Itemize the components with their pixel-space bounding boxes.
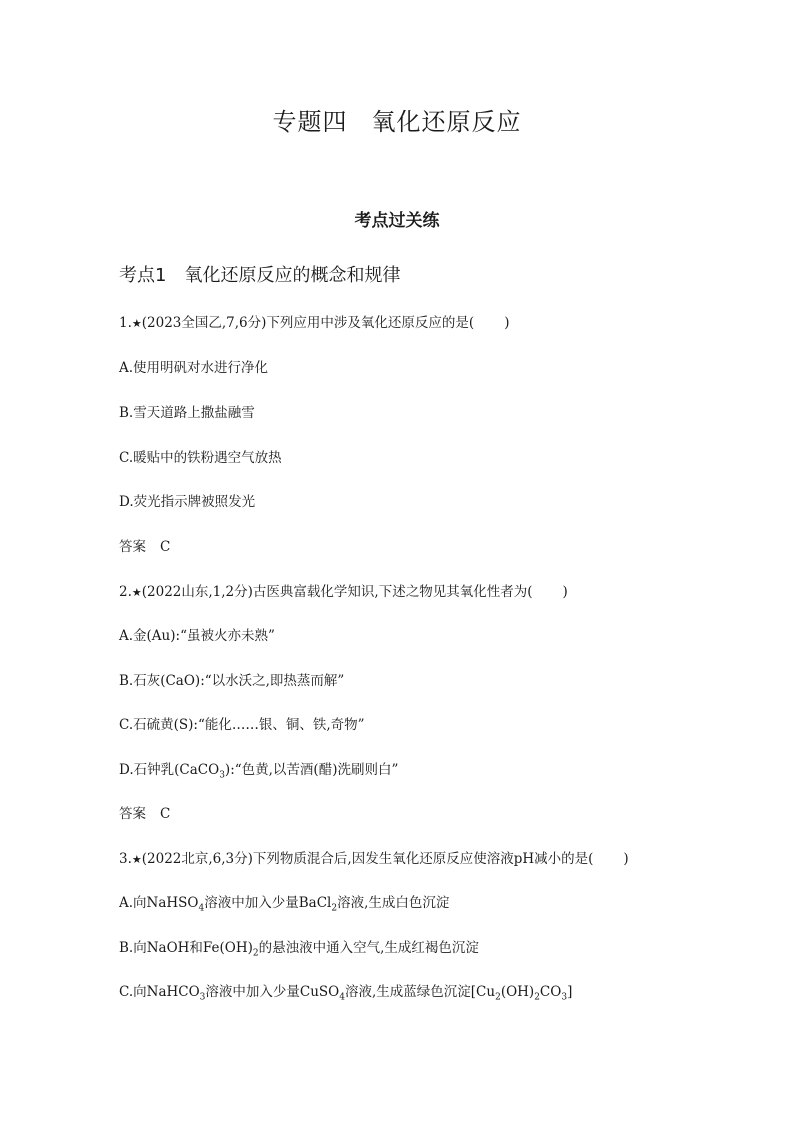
option-text: ):“色黄,以苦酒(醋)洗刷则白” [224, 762, 399, 778]
question-3-option-c [119, 980, 573, 1003]
question-3-option-b [119, 936, 479, 959]
option-text: ] [567, 984, 573, 1000]
option-text: CO [539, 984, 562, 1000]
section-heading [119, 261, 400, 287]
option-text: 溶液,生成蓝绿色沉淀[Cu [344, 984, 496, 1000]
subscript: 2 [495, 992, 501, 1003]
answer-label: 答案 [119, 806, 146, 822]
question-2-option-b: B.石灰(CaO):“以水沃之,即热蒸而解” [119, 673, 345, 689]
question-text: (2022北京,6,3分)下列物质混合后,因发生氧化还原反应使溶液pH减小的是( [141, 851, 594, 867]
question-number: 1. [119, 315, 132, 331]
option-text: (OH) [500, 984, 535, 1000]
question-1-option-d: D.荧光指示牌被照发光 [119, 494, 256, 510]
question-number: 3. [119, 851, 132, 867]
star-icon: ★ [131, 317, 142, 330]
subscript: 2 [534, 992, 540, 1003]
option-text: 溶液,生成白色沉淀 [337, 895, 450, 911]
section-text: 氧化还原反应的概念和规律 [184, 265, 401, 286]
answer-label: 答案 [119, 539, 146, 555]
question-text: (2023全国乙,7,6分)下列应用中涉及氧化还原反应的是( [141, 315, 475, 331]
question-1-stem [119, 311, 509, 331]
question-1-answer [119, 535, 170, 555]
page-title [0, 102, 794, 137]
page-subtitle: 考点过关练 [354, 211, 440, 231]
option-text: D.石钟乳(CaCO [119, 762, 220, 778]
question-3-option-a [119, 891, 450, 914]
title-topic-number: 专题四 [272, 108, 348, 136]
question-1-option-c: C.暖贴中的铁粉遇空气放热 [119, 450, 282, 466]
question-2-answer [119, 802, 170, 822]
question-2-option-c: C.石硫黄(S):“能化……银、铜、铁,奇物” [119, 717, 365, 733]
option-text: A.向NaHSO [119, 895, 199, 911]
subscript: 3 [199, 992, 206, 1003]
question-1-option-b: B.雪天道路上撒盐融雪 [119, 405, 255, 421]
option-text: 溶液中加入少量BaCl [204, 895, 332, 911]
question-3-stem [119, 847, 629, 867]
question-2-option-d [119, 758, 399, 781]
question-text: (2022山东,1,2分)古医典富载化学知识,下述之物见其氧化性者为( [141, 584, 533, 600]
star-icon: ★ [131, 586, 142, 599]
question-2-stem [119, 580, 568, 600]
subscript: 2 [331, 903, 338, 914]
title-topic-name: 氧化还原反应 [371, 108, 522, 136]
question-1-option-a: A.使用明矾对水进行净化 [119, 360, 269, 376]
paren-close: ) [562, 584, 568, 600]
paren-close: ) [504, 315, 510, 331]
star-icon: ★ [131, 853, 142, 866]
answer-value: C [160, 806, 171, 822]
option-text: B.向NaOH和Fe(OH) [119, 940, 253, 956]
option-text: C.向NaHCO [119, 984, 200, 1000]
section-label: 考点1 [119, 265, 167, 286]
option-text: 溶液中加入少量CuSO [205, 984, 340, 1000]
subscript: 3 [561, 992, 568, 1003]
subscript: 2 [252, 948, 259, 959]
paren-close: ) [623, 851, 629, 867]
subscript: 4 [198, 903, 205, 914]
answer-value: C [160, 539, 171, 555]
option-text: 的悬浊液中通入空气,生成红褐色沉淀 [258, 940, 479, 956]
subscript: 3 [219, 770, 225, 781]
question-number: 2. [119, 584, 132, 600]
question-2-option-a: A.金(Au):“虽被火亦未熟” [119, 628, 275, 644]
subscript: 4 [339, 992, 345, 1003]
